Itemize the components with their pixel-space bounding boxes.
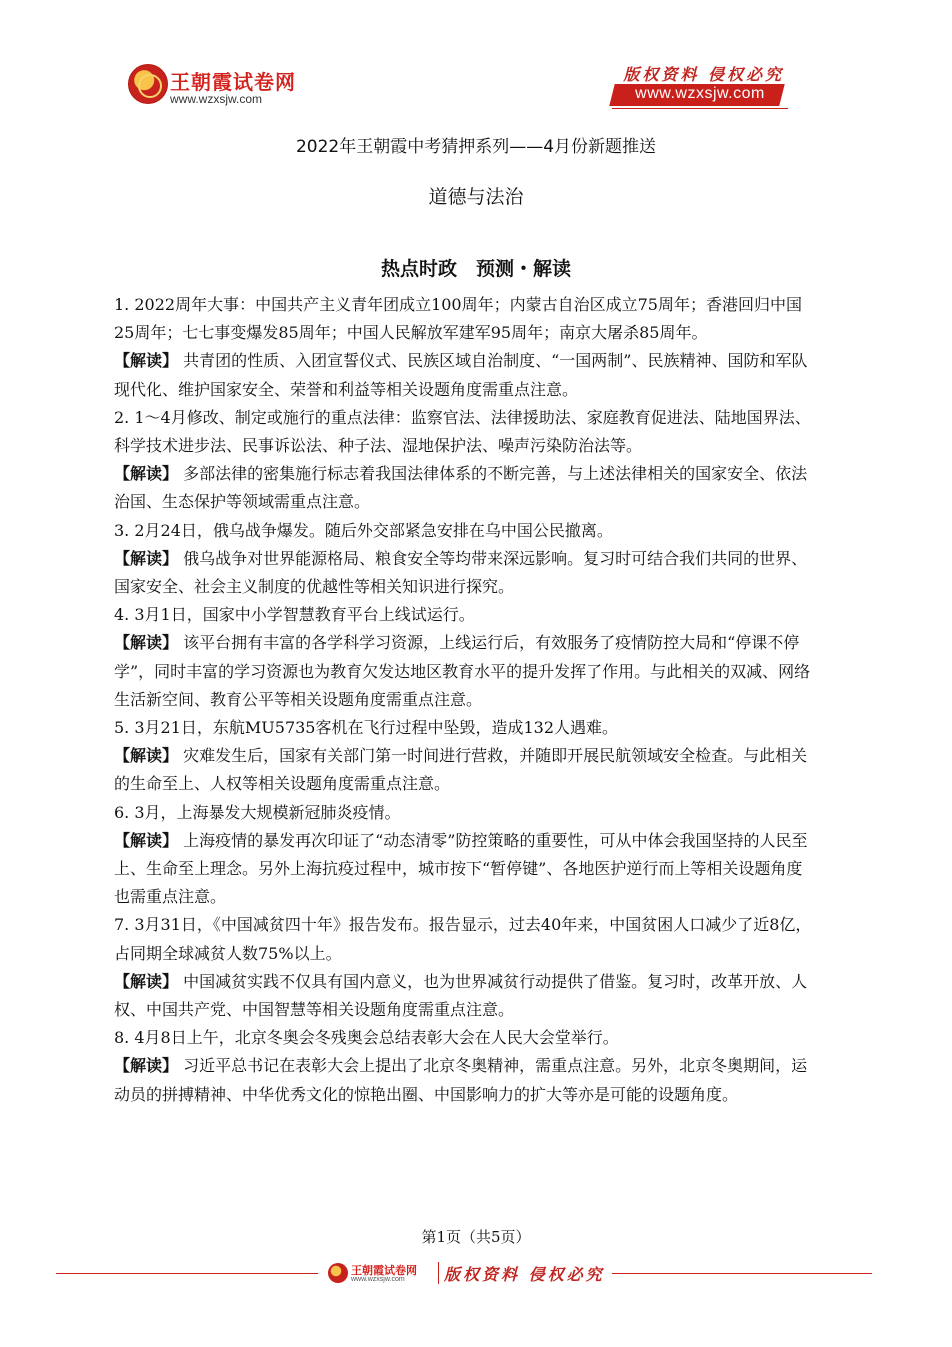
url-banner-text[interactable]: www.wzxsjw.com: [635, 85, 765, 102]
analysis-text: 共青团的性质、入团宣誓仪式、民族区域自治制度、“一国两制”、民族精神、国防和军队现代化、维护国家安全、荣誉和利益等相关设题角度需重点注意。: [114, 351, 808, 399]
analysis-text: 多部法律的密集施行标志着我国法律体系的不断完善，与上述法律相关的国家安全、依法治国、生态保护等领域需重点注意。: [114, 464, 808, 512]
news-item: 6. 3月，上海暴发大规模新冠肺炎疫情。: [114, 802, 401, 822]
document-title: 2022年王朝霞中考猜押系列——4月份新题推送: [295, 137, 657, 157]
news-item: 8. 4月8日上午，北京冬奥会冬残奥会总结表彰大会在人民大会堂举行。: [114, 1028, 619, 1048]
analysis: [114, 545, 816, 601]
analysis: [114, 968, 816, 1024]
analysis-tag: 【解读】: [114, 351, 179, 371]
footer-brand-url: www.wzxsjw.com: [351, 1276, 405, 1283]
analysis: [114, 742, 816, 798]
analysis-text: 该平台拥有丰富的各学科学习资源，上线运行后，有效服务了疫情防控大局和“停课不停学”，同时丰富的学习资源也为教育欠发达地区教育水平的提升发挥了作用。与此相关的双减、网络生活新空间、教育公平等相关设题角度需重点注意。: [114, 633, 811, 709]
news-item: 7. 3月31日，《中国减贫四十年》报告发布。报告显示，过去40年来，中国贫困人口减少了近8亿，占同期全球减贫人数75%以上。: [114, 915, 812, 963]
news-item: 3. 2月24日，俄乌战争爆发。随后外交部紧急安排在乌中国公民撤离。: [114, 520, 613, 540]
news-item: 2. 1～4月修改、制定或施行的重点法律：监察官法、法律援助法、家庭教育促进法、陆地国界法、科学技术进步法、民事诉讼法、种子法、湿地保护法、噪声污染防治法等。: [114, 407, 811, 456]
footer-copyright: 版权资料 侵权必究: [444, 1265, 605, 1284]
analysis-tag: 【解读】: [114, 548, 179, 568]
analysis-text: 上海疫情的暴发再次印证了“动态清零”防控策略的重要性，可从中体会我国坚持的人民至上、生命至上理念。另外上海抗疫过程中，城市按下“暂停键”、各地医护逆行而上等相关设题角度也需重点注意。: [114, 830, 808, 907]
document-body: [114, 291, 816, 1109]
analysis: [114, 1052, 816, 1108]
footer-logo[interactable]: [328, 1262, 438, 1286]
news-item: 4. 3月1日，国家中小学智慧教育平台上线试运行。: [114, 605, 475, 625]
copyright-block: [606, 60, 788, 110]
analysis: [114, 629, 816, 714]
analysis: [114, 827, 816, 912]
page-header: [0, 0, 952, 120]
seal-icon: [128, 64, 168, 104]
news-item: 5. 3月21日，东航MU5735客机在飞行过程中坠毁，造成132人遇难。: [114, 718, 619, 738]
brand-url: www.wzxsjw.com: [170, 92, 263, 106]
footer-separator: [438, 1262, 439, 1284]
footer-brand-name: 王朝霞试卷网: [351, 1264, 417, 1277]
analysis: [114, 347, 816, 403]
analysis-text: 俄乌战争对世界能源格局、粮食安全等均带来深远影响。复习时可结合我们共同的世界、国家安全、社会主义制度的优越性等相关知识进行探究。: [114, 548, 808, 597]
analysis-tag: 【解读】: [114, 746, 179, 766]
page-number: 第1页（共5页）: [421, 1228, 531, 1246]
document-subject: 道德与法治: [428, 186, 524, 208]
analysis-tag: 【解读】: [114, 633, 179, 653]
analysis-tag: 【解读】: [114, 1056, 179, 1076]
brand-name: 王朝霞试卷网: [170, 70, 296, 94]
copyright-text: 版权资料 侵权必究: [623, 65, 784, 84]
analysis: [114, 460, 816, 516]
analysis-tag: 【解读】: [114, 830, 179, 850]
analysis-text: 灾难发生后，国家有关部门第一时间进行营救，并随即开展民航领域安全检查。与此相关的生命至上、人权等相关设题角度需重点注意。: [114, 746, 808, 794]
header-divider: [612, 108, 788, 109]
footer-divider-left: [56, 1273, 318, 1274]
footer-divider-right: [612, 1273, 872, 1274]
site-logo[interactable]: [128, 64, 308, 110]
seal-icon: [328, 1263, 348, 1283]
analysis-tag: 【解读】: [114, 971, 179, 991]
analysis-text: 中国减贫实践不仅具有国内意义，也为世界减贫行动提供了借鉴。复习时，改革开放、人权、中国共产党、中国智慧等相关设题角度需重点注意。: [114, 971, 808, 1020]
news-item: 1. 2022周年大事：中国共产主义青年团成立100周年；内蒙古自治区成立75周年；香港回归中国25周年；七七事变爆发85周年；中国人民解放军建军95周年；南京大屠杀85周年。: [114, 295, 802, 343]
analysis-tag: 【解读】: [114, 464, 179, 484]
section-heading: 热点时政 预测・解读: [380, 258, 571, 280]
analysis-text: 习近平总书记在表彰大会上提出了北京冬奥精神，需重点注意。另外，北京冬奥期间，运动员的拼搏精神、中华优秀文化的惊艳出圈、中国影响力的扩大等亦是可能的设题角度。: [114, 1056, 808, 1104]
